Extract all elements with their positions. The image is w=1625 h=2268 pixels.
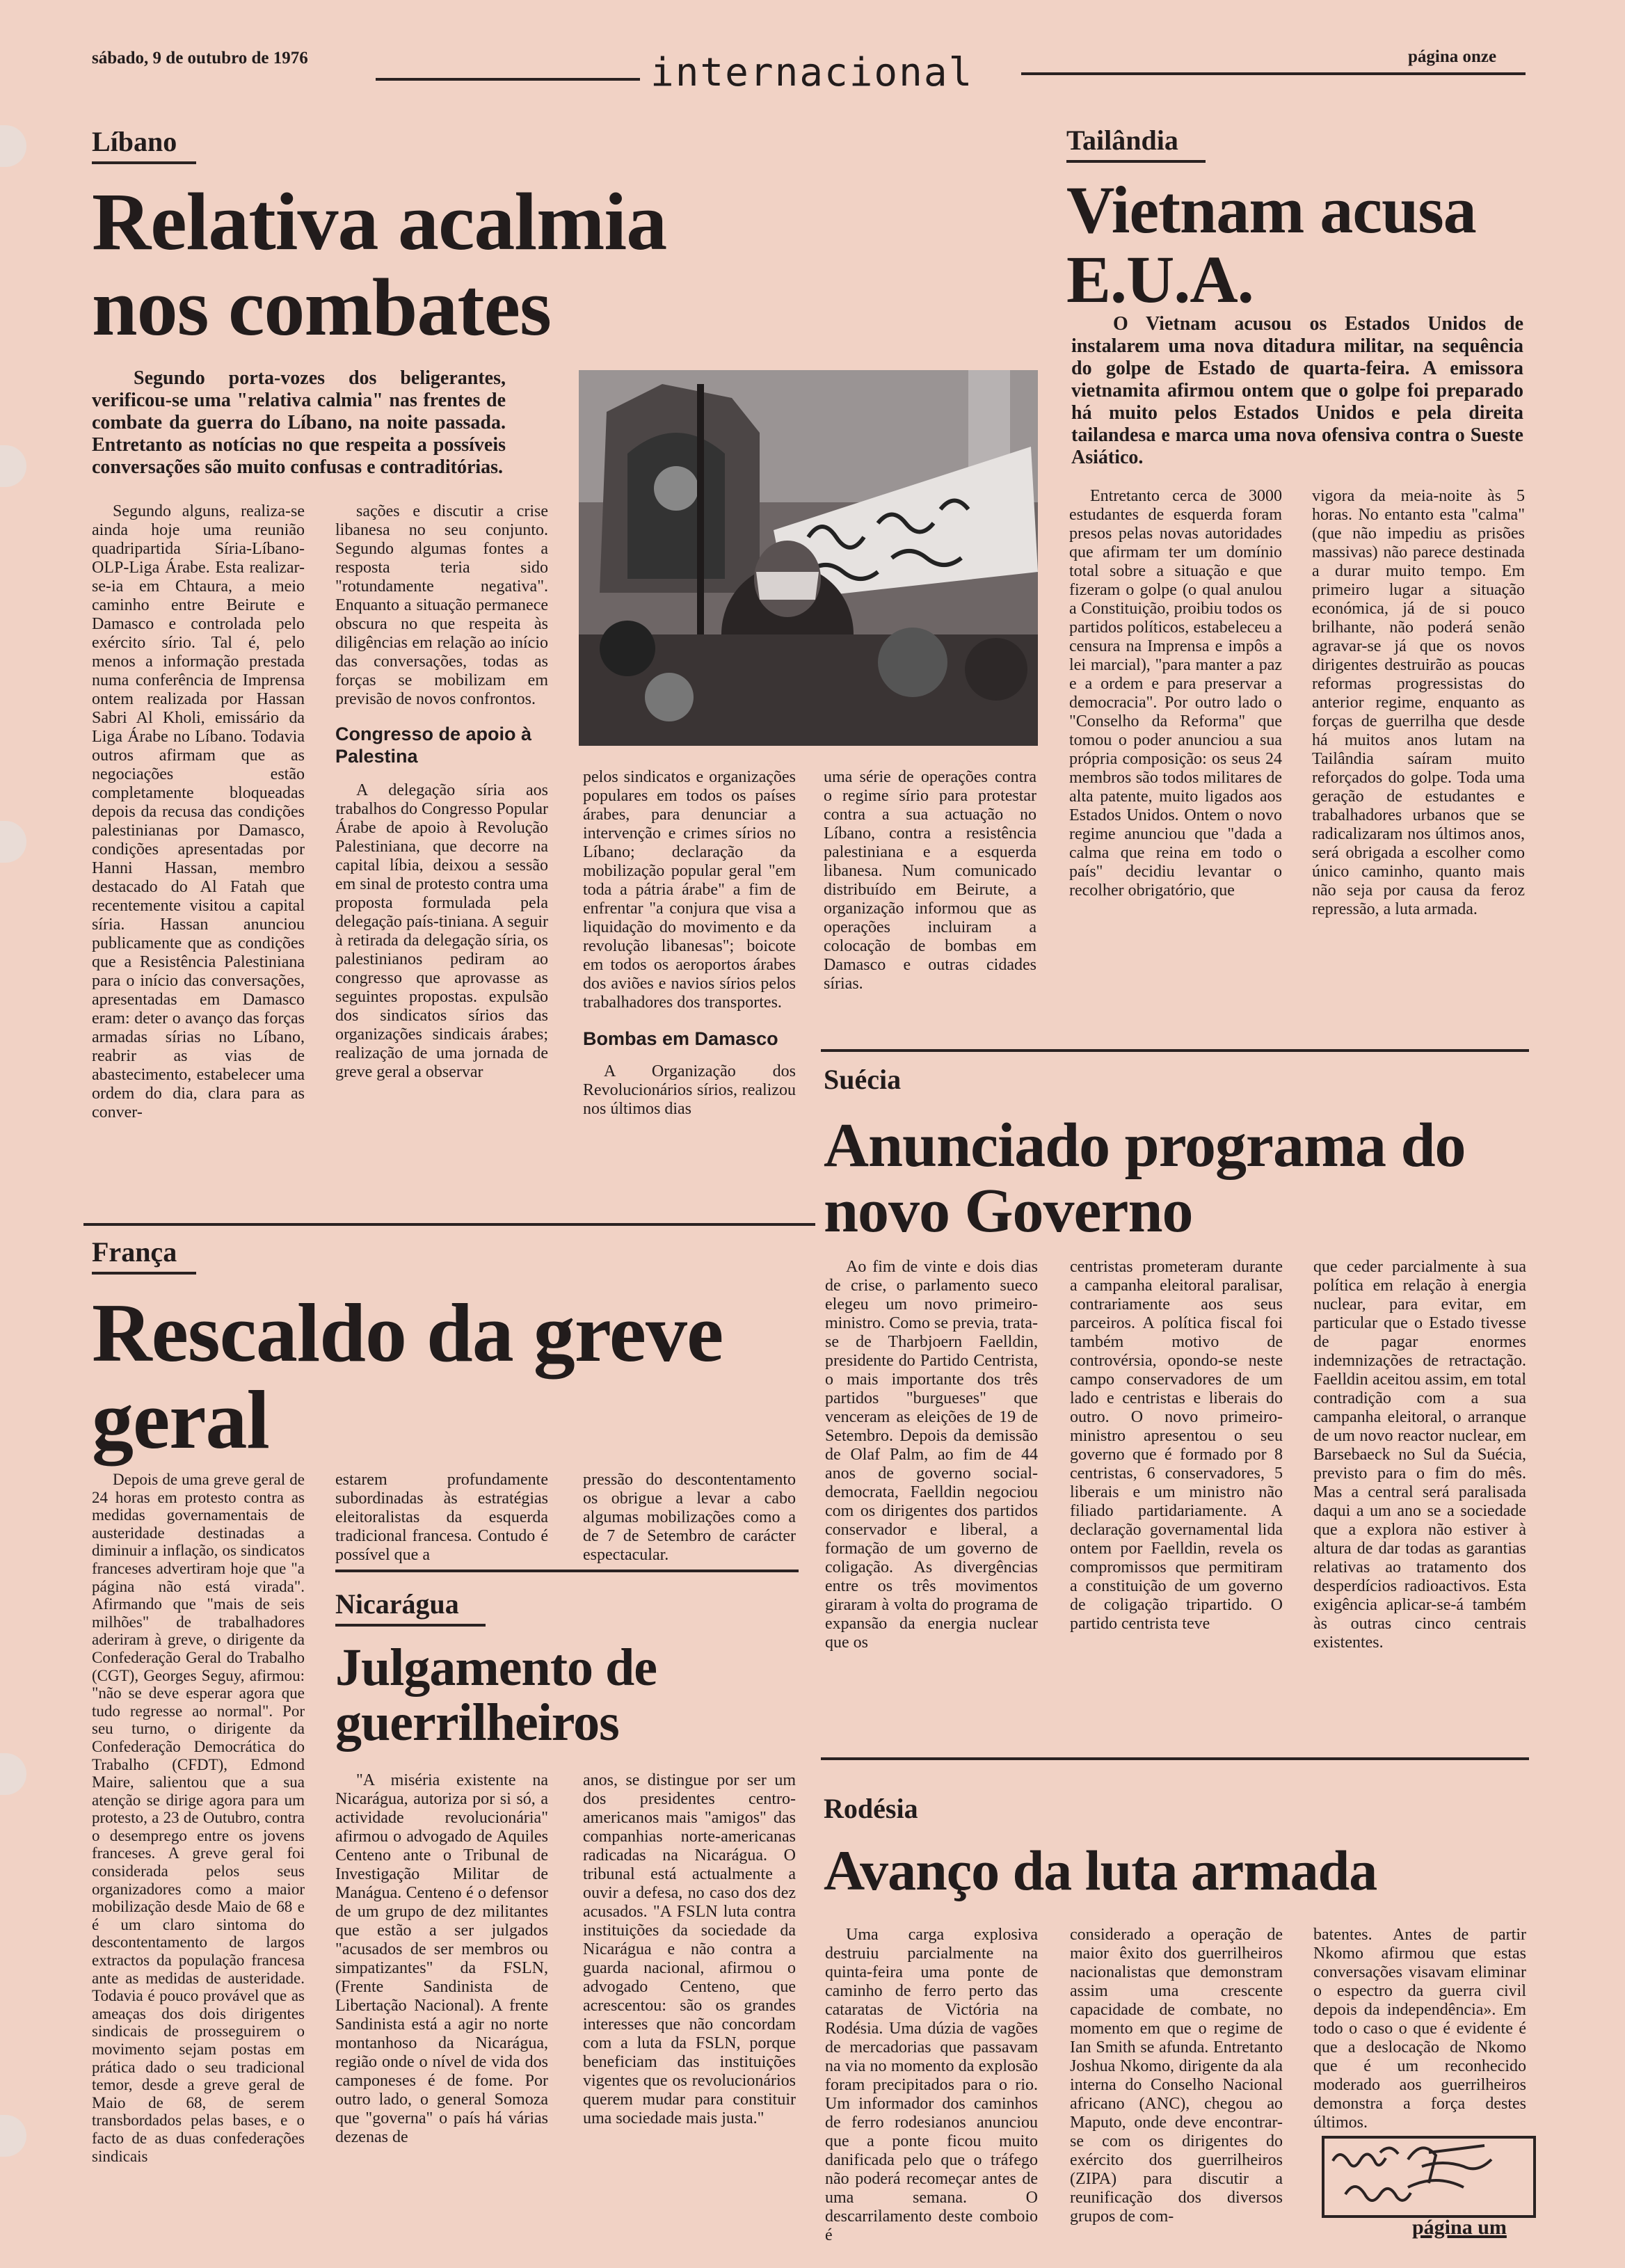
divider-rodesia [821, 1757, 1529, 1760]
libano-kicker: Líbano [92, 126, 177, 157]
libano-col3-text: pelos sindicatos e organizações populares em todos os países árabes, para denunciar a intervenção e crimes sírios no Líbano; declaração da mobilização popular geral "em toda a pátria árabe" a fim de enfrentar "a conjura que visa a liquidação do movimento e da revolução libanesas"; boicote em todos os aeroportos árabes dos aviões e navios sírios pelos trabalhadores dos transportes. [583, 768, 796, 1012]
kicker-underline [335, 1624, 486, 1627]
tailandia-lead: O Vietnam acusou os Estados Unidos de instalarem uma nova ditadura militar, na sequência do golpe de Estado de quarta-feira. A emissora vietnamita afirmou ontem que o golpe foi preparado há muito pelos Estados Unidos e pela direita tailandesa e marca uma nova ofensiva contra o Sueste Asiático. [1071, 313, 1523, 468]
franca-col1: Depois de uma greve geral de 24 horas em protesto contra as medidas governamentais de austeridade destinadas a diminuir a inflação, os sindicatos franceses advertiram hoje que "a página não está virada". Afirmando que "mais de seis milhões" de trabalhadores aderiram à greve, o dirigente da Confederação Geral do Trabalho (CGT), Georges Seguy, afirmou: "não se deve esperar agora que tudo regresse ao normal". Por seu turno, o dirigente da Confederação Democrática do Trabalho (CFDT), Edmond Maire, salientou que a sua atenção se dirige agora para um protesto, a 23 de Outubro, contra o desemprego entre os jovens franceses. A greve geral foi considerada pelos seus organizadores como a maior mobilização desde Maio de 68 e é um claro sintoma do descontentamento de largos extractos da população francesa ante as medidas de austeridade. Todavia é pouco provável que as ameaças dos dois dirigentes sindicais de prosseguirem o movimento sejam postas em prática dado o seu tradicional temor, desde a greve geral de Maio de 68, de serem transbordados pelas bases, e o facto de as duas confederações sindicais [92, 1471, 305, 2165]
header-rule-right [1021, 72, 1526, 75]
tailandia-col2: vigora da meia-noite às 5 horas. No entanto esta "calma" (que não impediu as prisões massivas) não parece destinada a durar muito tempo. Em primeiro lugar a situação económica, já de si pouco brilhante, não poderá senão agravar-se já que os novos dirigentes destruirão as poucas reformas progressistas do anterior regime, enquanto as forças de guerrilha que desde há muitos anos lutam na Tailândia saíram muito reforçados do golpe. Toda uma geração de estudantes e trabalhadores urbanos que se radicalizaram nos últimos anos, será obrigada a escolher como único caminho, quanto mais não seja por causa da feroz repressão, a luta armada. [1312, 487, 1525, 918]
rodesia-col1: Uma carga explosiva destruiu parcialmente na quinta-feira uma ponte de caminho de ferro perto das cataratas de Victória na Rodésia. Uma dúzia de vagões de mercadorias que passavam na via no momento da explosão foram precipitados para o rio. Um informador dos caminhos de ferro rodesianos anunciou que a ponte ficou muito danificada pelo que o tráfego não poderá recomeçar antes de uma semana. O descarrilamento deste comboio é [825, 1926, 1038, 2244]
handwritten-note-box [1322, 2136, 1536, 2218]
libano-subhead-congresso: Congresso de apoio à Palestina [335, 724, 532, 767]
rodesia-col3: batentes. Antes de partir Nkomo afirmou que estas conversações visavam eliminar o espectro da guerra civil depois da independência». Em todo o caso o que é evidente é que a deslocação de Nkomo que é um reconhecido moderado aos guerrilheiros demonstra a força destes últimos. [1313, 1926, 1526, 2132]
suecia-kicker: Suécia [824, 1064, 902, 1095]
nicaragua-headline: Julgamento de guerrilheiros [335, 1638, 657, 1752]
kicker-underline [1066, 160, 1206, 163]
header-rule-left [376, 78, 640, 81]
libano-col2b-text: A delegação síria aos trabalhos do Congresso Popular Árabe de apoio à Revolução Palestiniana, que decorre na capital líbia, deixou a sessão em sinal de protesto contra uma proposta formulada pela delegação país-tiniana. A seguir à retirada da delegação síria, os palestinianos pediram ao congresso que aprovasse as seguintes propostas. expulsão dos sindicatos sírios das organizações sindicais árabes; realização de uma jornada de greve geral a observar [335, 781, 548, 1081]
libano-col3 [583, 768, 796, 1119]
franca-headline: Rescaldo da greve geral [92, 1286, 723, 1466]
libano-subhead-bombas: Bombas em Damasco [583, 1028, 778, 1049]
franca-col2: estarem profundamente subordinadas às estratégias eleitoralistas da esquerda tradicional francesa. Contudo é possível que a [335, 1471, 548, 1564]
libano-col2 [335, 502, 548, 1082]
footer-page-label: página um [1412, 2216, 1507, 2239]
tailandia-col1: Entretanto cerca de 3000 estudantes de esquerda foram presos pelas novas autoridades que afirmam ter um domínio total sobre a situação e que fizeram o golpe (o qual anulou a Constituição, proibiu todos os partidos políticos, estabeleceu a censura na Imprensa e impôs a lei marcial), "para manter a paz e a ordem e para preservar a democracia". Por outro lado o "Conselho da Reforma" que tomou o poder anunciou a sua própria composição: os seus 24 membros são todos militares de alta patente, muito ligados aos Estados Unidos. Ontem o novo regime anunciou que "dada a calma que reina em todo o país" decidiu levantar o recolher obrigatório, que [1069, 487, 1282, 900]
franca-col3: pressão do descontentamento os obrigue a levar a cabo algumas mobilizações como a de 7 de Setembro de carácter espectacular. [583, 1471, 796, 1564]
rodesia-col2: considerado a operação de maior êxito dos guerrilheiros nacionalistas que demonstram assim uma crescente capacidade de combate, no momento em que o regime de Ian Smith se afunda. Entretanto Joshua Nkomo, dirigente da ala interna do Conselho Nacional africano (ANC), chegou ao Maputo, onde deve encontrar-se com os dirigentes do exército dos guerrilheiros (ZIPA) para discutir a reunificação dos diversos grupos de com- [1070, 1926, 1283, 2226]
beirut-protest-photo [579, 370, 1038, 746]
libano-col3b-text: A Organização dos Revolucionários sírios, realizou nos últimos dias [583, 1062, 796, 1118]
binder-hole [0, 125, 26, 167]
tailandia-headline: Vietnam acusa E.U.A. [1066, 173, 1476, 317]
section-title: internacional [650, 50, 974, 95]
libano-lead: Segundo porta-vozes dos beligerantes, verificou-se uma "relativa calmia" nas frentes de combate da guerra do Líbano, na noite passada. Entretanto as notícias no que respeita a possíveis conversações são muito confusas e contraditórias. [92, 367, 506, 478]
divider-suecia [821, 1049, 1529, 1052]
rodesia-kicker: Rodésia [824, 1793, 918, 1824]
protest-photo-image [579, 370, 1038, 746]
libano-col2-text: sações e discutir a crise libanesa no seu conjunto. Segundo algumas fontes a resposta teria sido "rotundamente negativa". Enquanto a situação permanece obscura no que respeita às diligências em relação ao início das conversações, todas as forças se mobilizam em previsão de novos confrontos. [335, 502, 548, 708]
page-number: página onze [1408, 47, 1497, 66]
binder-hole [0, 821, 26, 863]
franca-kicker: França [92, 1236, 177, 1268]
binder-hole [0, 2115, 26, 2157]
nicaragua-col2: anos, se distingue por ser um dos presidentes centro-americanos mais "amigos" das companhias norte-americanas radicadas na Nicarágua. O tribunal está actualmente a ouvir a defesa, no caso dos dez acusados. "A FSLN luta contra instituições da sociedade da Nicarágua e não contra a guarda nacional, afirmou o advogado Centeno, que acrescentou: são os grandes interesses que não concordam com a luta da FSLN, porque beneficiam das instituições vigentes que os revolucionários querem mudar para constituir uma sociedade mais justa." [583, 1771, 796, 2127]
binder-hole [0, 445, 26, 487]
libano-headline: Relativa acalmia nos combates [92, 176, 667, 353]
rodesia-headline: Avanço da luta armada [824, 1839, 1377, 1902]
nicaragua-col1: "A miséria existente na Nicarágua, autoriza por si só, a actividade revolucionária" afirmou o advogado de Aquiles Centeno ante o Tribunal de Investigação Militar de Manágua. Centeno é o defensor de um grupo de dez militantes que estão a ser julgados "acusados de ser membros ou simpatizantes" da FSLN, (Frente Sandinista de Libertação Nacional). A frente Sandinista está a agir no norte montanhoso da Nicarágua, região onde o nível de vida dos camponeses é de fome. Por outro lado, o general Somoza que "governa" o país há várias dezenas de [335, 1771, 548, 2146]
suecia-headline: Anunciado programa do novo Governo [824, 1111, 1466, 1245]
libano-col1: Segundo alguns, realiza-se ainda hoje uma reunião quadripartida Síria-Líbano-OLP-Liga Árabe. Esta realizar-se-ia em Chtaura, a meio caminho entre Beirute e Damasco e controlada pelo exército sírio. Tal é, pelo menos a informação prestada numa conferência de Imprensa ontem realizada por Hassan Sabri Al Kholi, emissário da Liga Árabe no Líbano. Todavia outros afirmam que as negociações estão completamente bloqueadas depois da recusa das condições palestinianas por Damasco, condições apresentadas por Hanni Hassan, membro destacado do Al Fatah que recentemente visitou a capital síria. Hassan anunciou publicamente que as condições que a Resistência Palestiniana para o início das conversações, apresentadas em Damasco eram: deter o avanço das forças armadas sírias no Líbano, reabrir as vias de abastecimento, estabelecer uma ordem do dia, clara para as conver- [92, 502, 305, 1121]
binder-hole [0, 1753, 26, 1795]
suecia-col1: Ao fim de vinte e dois dias de crise, o parlamento sueco elegeu um novo primeiro-ministro. Como se previa, trata-se de Tharbjoern Faelldin, presidente do Partido Centrista, o mais importante dos três partidos "burgueses" que venceram as eleições de 19 de Setembro. Depois da demissão de Olaf Palm, ao fim de 44 anos de governo social-democrata, Faelldin negociou com os dirigentes dos partidos conservador e liberal, a formação de um governo de coligação. As divergências entre os três movimentos giraram à volta do programa de expansão da energia nuclear que os [825, 1258, 1038, 1652]
divider-franca [83, 1223, 815, 1226]
tailandia-kicker: Tailândia [1066, 125, 1178, 156]
suecia-col2: centristas prometeram durante a campanha eleitoral paralisar, contrariamente aos seus parceiros. A política fiscal foi também motivo de controvérsia, opondo-se neste campo conservadores de um lado e centristas e liberais do outro. O novo primeiro-ministro apresentou o seu governo que é formado por 8 centristas, 6 conservadores, 5 liberais e um ministro não filiado partidariamente. A declaração governamental lida ontem por Faelldin, revela os compromissos que permitiram a constituição de um governo de coligação tripartido. O partido centrista teve [1070, 1258, 1283, 1633]
nicaragua-kicker: Nicarágua [335, 1588, 459, 1620]
kicker-underline [92, 161, 196, 164]
libano-col4: uma série de operações contra o regime sírio para protestar contra a sua actuação no Líbano, contra a resistência palestiniana e a esquerda libanesa. Num comunicado distribuído em Beirute, a organização informou que as operações incluiram a colocação de bombas em Damasco e outras cidades sírias. [824, 768, 1036, 993]
kicker-underline [92, 1272, 196, 1275]
page-date: sábado, 9 de outubro de 1976 [92, 49, 308, 67]
handwritten-page-signature [1324, 2139, 1533, 2215]
suecia-col3: que ceder parcialmente à sua política em relação à energia nuclear, para evitar, em particular que o Estado tivesse de pagar enormes indemnizações de retractação. Faelldin aceitou assim, em total contradição com a sua campanha eleitoral, o arranque de um novo reactor nuclear, em Barsebaeck no Sul da Suécia, previsto para o fim do mês. Mas a central será paralisada daqui a um ano se a sociedade que a explora não estiver à altura de dar todas as garantias relativas ao tratamento dos desperdícios radioactivos. Esta exigência aplicar-se-á também às outras cinco centrais existentes. [1313, 1258, 1526, 1652]
divider-nicaragua [335, 1570, 799, 1572]
